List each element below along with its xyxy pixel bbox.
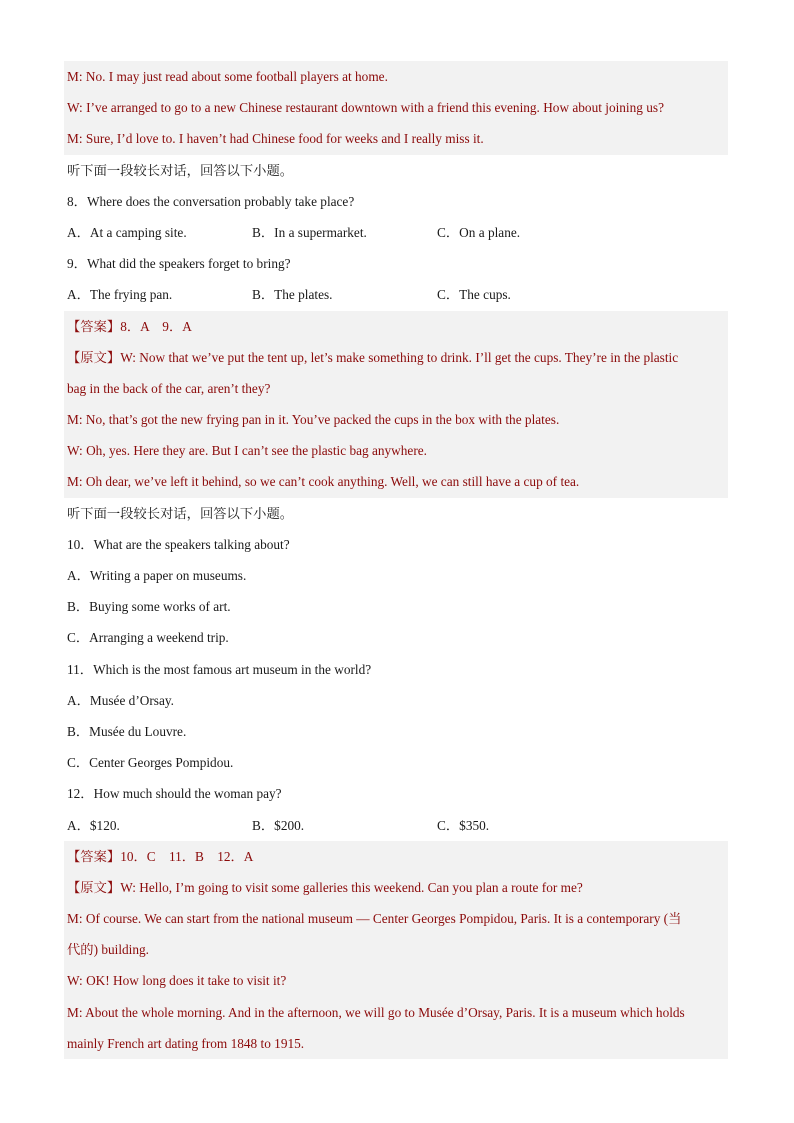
transcript-line: W: I’ve arranged to go to a new Chinese restaurant downtown with a friend this evening. How about joining us? [64,92,728,123]
option-a: A．The frying pan. [67,287,173,303]
transcript-tag: 【原文】 [67,349,121,365]
transcript-line: 代的) building. [64,934,728,965]
answer-tag: 【答案】 [67,848,121,864]
question-11: 11．Which is the most famous art museum in the world? [67,661,372,677]
transcript-line: bag in the back of the car, aren’t they? [64,373,728,404]
transcript-line: W: Oh, yes. Here they are. But I can’t see the plastic bag anywhere. [64,435,728,466]
option-c: C．Arranging a weekend trip. [67,630,229,646]
option-b: B．The plates. [252,287,333,303]
transcript-line: M: Oh dear, we’ve left it behind, so we can’t cook anything. Well, we can still have a cup of tea. [64,466,728,497]
option-a: A．Musée d’Orsay. [67,692,174,708]
option-a: A．Writing a paper on museums. [67,568,247,583]
transcript-line: M: No. I may just read about some football players at home. [64,61,728,92]
option-b: B．In a supermarket. [252,224,367,240]
transcript-line [64,342,728,373]
transcript-line: M: Of course. We can start from the national museum — Center Georges Pompidou, Paris. It is a contemporary (当 [64,903,728,934]
page-content [64,61,728,1059]
answer-text: 10．C 11．B 12．A [120,848,254,864]
answer-tag: 【答案】 [67,318,121,334]
option-c: C．$350. [437,817,490,833]
option-b: B．$200. [252,817,305,833]
transcript-text: W: Hello, I’m going to visit some galleries this weekend. Can you plan a route for me? [120,879,583,895]
option-a: A．$120. [67,817,120,833]
section-instruction: 听下面一段较长对话，回答以下小题。 [67,505,294,521]
answer-text: 8．A 9．A [120,318,192,334]
question-8-options [64,217,728,248]
transcript-line: M: No, that’s got the new frying pan in it. You’ve packed the cups in the box with the plates. [64,404,728,435]
option-b: B．Buying some works of art. [67,599,231,615]
option-c: C．Center Georges Pompidou. [67,755,234,771]
question-9-options [64,279,728,310]
transcript-line [64,872,728,903]
question-9: 9．What did the speakers forget to bring? [67,256,291,272]
answer-line [64,841,728,872]
transcript-line: M: Sure, I’d love to. I haven’t had Chinese food for weeks and I really miss it. [64,123,728,154]
section-instruction: 听下面一段较长对话，回答以下小题。 [67,162,294,178]
transcript-line: W: OK! How long does it take to visit it? [64,965,728,996]
question-12: 12．How much should the woman pay? [67,786,282,802]
question-8: 8．Where does the conversation probably take place? [67,193,355,209]
option-b: B．Musée du Louvre. [67,723,187,739]
question-10: 10．What are the speakers talking about? [67,536,290,552]
option-a: A．At a camping site. [67,224,187,240]
transcript-line: mainly French art dating from 1848 to 1915. [64,1028,728,1059]
transcript-text: W: Now that we’ve put the tent up, let’s make something to drink. I’ll get the cups. They’re in the plastic [120,349,679,365]
option-c: C．The cups. [437,287,511,303]
transcript-line: M: About the whole morning. And in the afternoon, we will go to Musée d’Orsay, Paris. It is a museum which holds [64,997,728,1028]
transcript-tag: 【原文】 [67,879,121,895]
answer-line [64,311,728,342]
option-c: C．On a plane. [437,224,521,240]
question-12-options [64,810,728,841]
